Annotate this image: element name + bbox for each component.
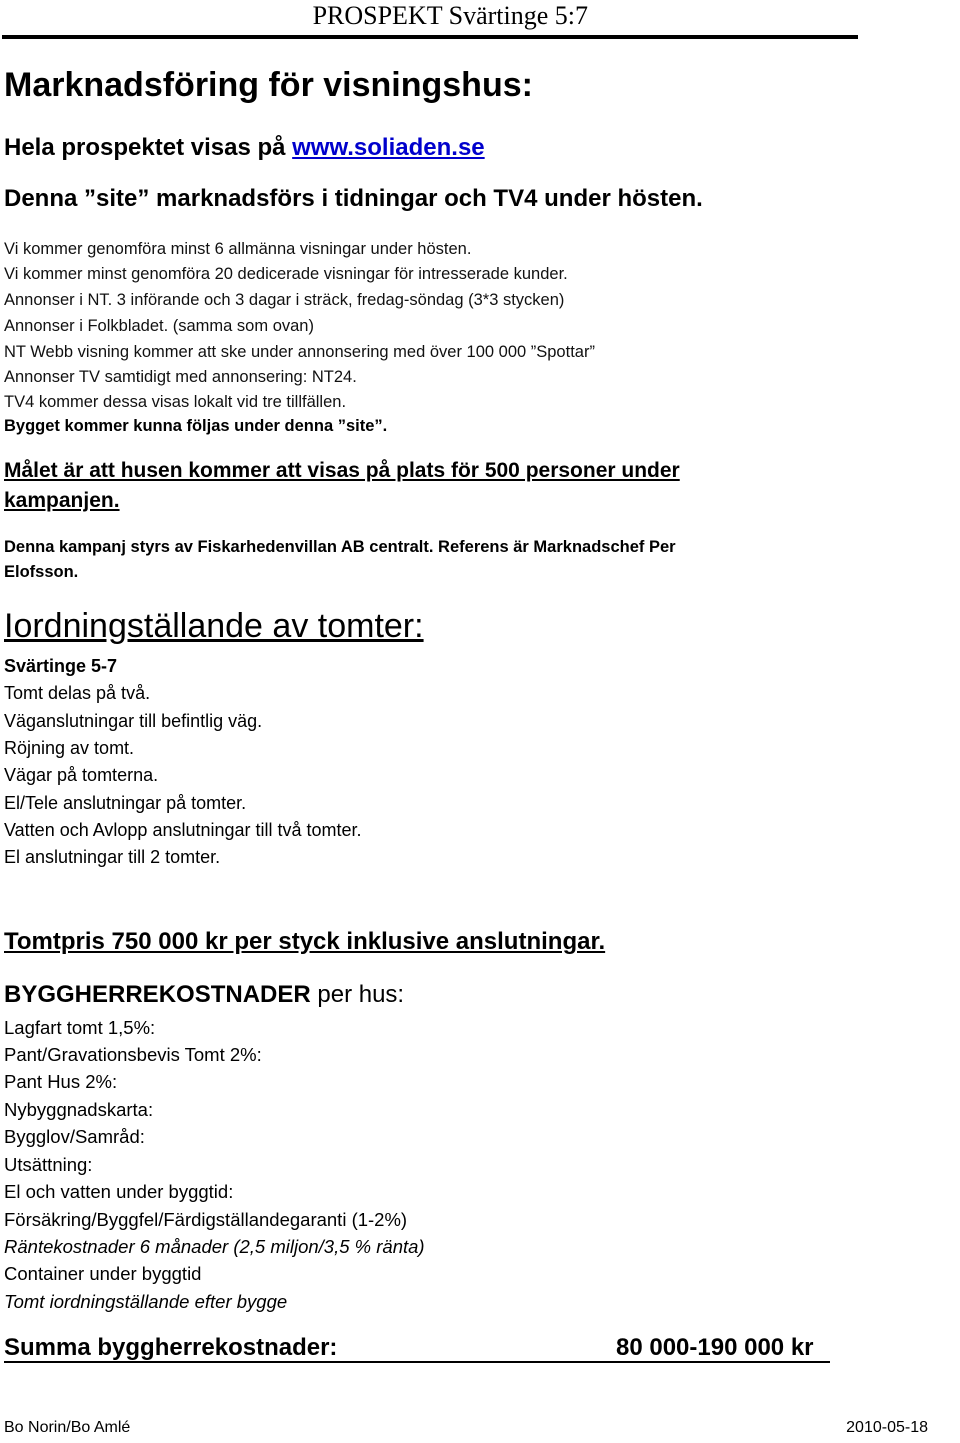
marketing-line: Annonser i NT. 3 införande och 3 dagar i sträck, fredag-söndag (3*3 stycken)	[4, 291, 565, 309]
cost-item: El och vatten under byggtid:	[4, 1181, 234, 1202]
marketing-line: Annonser i Folkbladet. (samma som ovan)	[4, 317, 314, 335]
plots-subheading: Svärtinge 5-7	[4, 656, 118, 676]
marketing-line: Annonser TV samtidigt med annonsering: NT24.	[4, 368, 357, 386]
footer-authors: Bo Norin/Bo Amlé	[4, 1419, 131, 1436]
cost-item: Pant Hus 2%:	[4, 1071, 118, 1092]
marketing-heading: Marknadsföring för visningshus:	[4, 66, 533, 104]
cost-item: Nybyggnadskarta:	[4, 1099, 154, 1120]
plot-item: El/Tele anslutningar på tomter.	[4, 793, 247, 813]
follow-line: Bygget kommer kunna följas under denna ”site”.	[4, 417, 388, 435]
plot-item: El anslutningar till 2 tomter.	[4, 847, 221, 867]
cost-item: Utsättning:	[4, 1154, 93, 1175]
marketing-line: Vi kommer minst genomföra 20 dedicerade visningar för intresserade kunder.	[4, 265, 568, 283]
marketing-line: NT Webb visning kommer att ske under annonsering med över 100 000 ”Spottar”	[4, 343, 595, 361]
header-rule	[2, 35, 858, 39]
plot-price: Tomtpris 750 000 kr per styck inklusive anslutningar.	[4, 928, 606, 955]
cost-item: Lagfart tomt 1,5%:	[4, 1017, 156, 1038]
campaign-line-1: Denna kampanj styrs av Fiskarhedenvillan AB centralt. Referens är Marknadschef Per	[4, 538, 676, 556]
campaign-line-2: Elofsson.	[4, 563, 79, 581]
sum-underline	[4, 1361, 830, 1363]
cost-item: Bygglov/Samråd:	[4, 1126, 145, 1147]
costs-heading-bold: BYGGHERREKOSTNADER	[4, 981, 311, 1008]
plot-item: Vatten och Avlopp anslutningar till två tomter.	[4, 820, 362, 840]
sum-value: 80 000-190 000 kr	[616, 1334, 814, 1361]
cost-item: Container under byggtid	[4, 1263, 202, 1284]
marketing-line: Vi kommer genomföra minst 6 allmänna visningar under hösten.	[4, 240, 472, 258]
footer-date: 2010-05-18	[846, 1419, 928, 1436]
cost-item: Försäkring/Byggfel/Färdigställandegaranti (1-2%)	[4, 1209, 408, 1230]
plot-item: Vägar på tomterna.	[4, 765, 159, 785]
goal-line-1: Målet är att husen kommer att visas på plats för 500 personer under	[4, 459, 680, 482]
cost-item: Räntekostnader 6 månader (2,5 miljon/3,5 % ränta)	[4, 1236, 425, 1257]
site-line: Denna ”site” marknadsförs i tidningar och TV4 under hösten.	[4, 185, 703, 212]
sum-label: Summa byggherrekostnader:	[4, 1334, 338, 1361]
cost-item: Pant/Gravationsbevis Tomt 2%:	[4, 1044, 262, 1065]
plot-item: Väganslutningar till befintlig väg.	[4, 711, 263, 731]
costs-heading	[4, 981, 404, 1009]
header-title: PROSPEKT Svärtinge 5:7	[312, 1, 588, 30]
prospect-prefix: Hela prospektet visas på	[4, 134, 293, 161]
prospect-link[interactable]: www.soliaden.se	[292, 134, 485, 161]
marketing-line: TV4 kommer dessa visas lokalt vid tre tillfällen.	[4, 393, 347, 411]
plot-item: Tomt delas på två.	[4, 683, 151, 703]
costs-heading-rest: per hus:	[310, 981, 405, 1008]
plot-item: Röjning av tomt.	[4, 738, 135, 758]
prospect-line	[4, 134, 485, 162]
goal-line-2: kampanjen.	[4, 489, 120, 512]
plots-heading: Iordningställande av tomter:	[4, 607, 424, 645]
cost-item: Tomt iordningställande efter bygge	[4, 1291, 288, 1312]
